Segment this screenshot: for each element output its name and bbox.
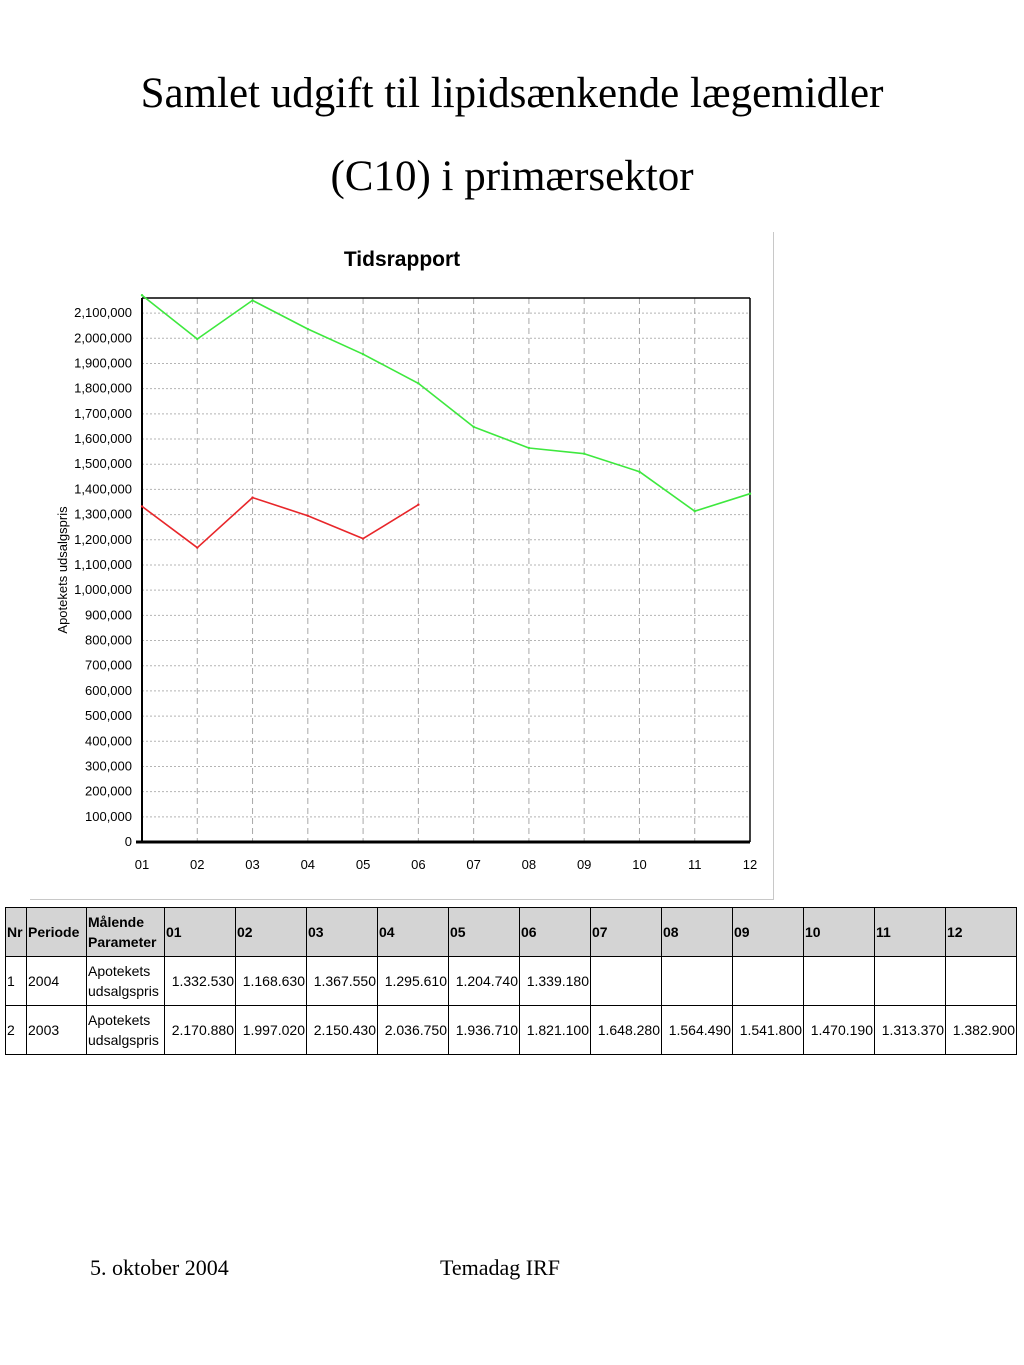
header-month-06: 06 — [520, 908, 591, 957]
cell-value: 2.170.880 — [165, 1006, 236, 1055]
y-tick-label: 1,200,000 — [74, 531, 132, 547]
x-tick-label: 03 — [245, 857, 260, 872]
series-2-point — [528, 447, 530, 449]
y-tick-label: 800,000 — [85, 632, 132, 648]
cell-parameter — [87, 957, 165, 1006]
header-month-07: 07 — [591, 908, 662, 957]
header-month-12: 12 — [946, 908, 1017, 957]
cell-nr: 1 — [6, 957, 27, 1006]
cell-periode: 2004 — [27, 957, 87, 1006]
header-month-04: 04 — [378, 908, 449, 957]
series-2-point — [362, 353, 364, 355]
y-axis-label: Apotekets udsalgspris — [55, 506, 70, 634]
cell-value: 1.470.190 — [804, 1006, 875, 1055]
y-tick-label: 1,400,000 — [74, 481, 132, 497]
series-1-point — [362, 537, 364, 539]
header-parameter — [87, 908, 165, 957]
y-tick-label: 300,000 — [85, 758, 132, 774]
y-tick-label: 2,000,000 — [74, 330, 132, 346]
series-1-point — [196, 546, 198, 548]
cell-value: 1.332.530 — [165, 957, 236, 1006]
y-tick-label: 1,500,000 — [74, 456, 132, 472]
y-tick-label: 500,000 — [85, 708, 132, 724]
header-month-08: 08 — [662, 908, 733, 957]
series-2-point — [251, 299, 253, 301]
cell-value — [733, 957, 804, 1006]
cell-value: 1.997.020 — [236, 1006, 307, 1055]
header-month-01: 01 — [165, 908, 236, 957]
header-parameter-line-2: Parameter — [88, 934, 157, 950]
cell-parameter-line-2: udsalgspris — [88, 983, 159, 999]
cell-value: 1.168.630 — [236, 957, 307, 1006]
cell-periode: 2003 — [27, 1006, 87, 1055]
slide-title-line-2: (C10) i primærsektor — [330, 153, 694, 200]
cell-nr: 2 — [6, 1006, 27, 1055]
cell-value — [875, 957, 946, 1006]
x-tick-label: 12 — [742, 857, 758, 872]
y-tick-label: 1,900,000 — [74, 355, 132, 371]
series-2-point — [307, 328, 309, 330]
cell-value: 1.936.710 — [449, 1006, 520, 1055]
y-tick-label: 100,000 — [85, 808, 132, 824]
cell-value: 1.648.280 — [591, 1006, 662, 1055]
cell-value: 1.564.490 — [662, 1006, 733, 1055]
x-tick-label: 11 — [687, 857, 702, 872]
x-tick-label: 10 — [632, 857, 647, 872]
header-parameter-line-1: Målende — [88, 914, 145, 930]
y-tick-label: 1,100,000 — [74, 556, 132, 572]
y-tick-label: 1,300,000 — [74, 506, 132, 522]
cell-value: 2.150.430 — [307, 1006, 378, 1055]
cell-value: 1.367.550 — [307, 957, 378, 1006]
series-2-point — [638, 471, 640, 473]
header-month-11: 11 — [875, 908, 946, 957]
table-row — [6, 957, 1017, 1006]
y-tick-label: 600,000 — [85, 682, 132, 698]
y-tick-label: 1,000,000 — [74, 582, 132, 598]
series-2-point — [141, 294, 143, 296]
header-month-05: 05 — [449, 908, 520, 957]
cell-value — [591, 957, 662, 1006]
x-tick-label: 09 — [576, 857, 592, 872]
data-table — [5, 907, 1017, 1055]
cell-value — [662, 957, 733, 1006]
series-1-point — [251, 496, 253, 498]
y-tick-label: 2,100,000 — [74, 305, 132, 321]
header-periode: Periode — [27, 908, 87, 957]
cell-value: 1.313.370 — [875, 1006, 946, 1055]
series-2-point — [472, 426, 474, 428]
chart-title: Tidsrapport — [343, 248, 461, 271]
cell-value: 1.382.900 — [946, 1006, 1017, 1055]
cell-parameter-line-1: Apotekets — [88, 963, 151, 979]
cell-parameter-line-1: Apotekets — [88, 1012, 151, 1028]
x-tick-label: 01 — [134, 857, 150, 872]
y-tick-label: 400,000 — [85, 733, 132, 749]
cell-value: 1.541.800 — [733, 1006, 804, 1055]
x-tick-label: 08 — [521, 857, 537, 872]
series-2-point — [417, 382, 419, 384]
cell-value: 2.036.750 — [378, 1006, 449, 1055]
series-1-point — [307, 514, 309, 516]
cell-value: 1.821.100 — [520, 1006, 591, 1055]
series-1-point — [141, 505, 143, 507]
y-tick-label: 1,800,000 — [74, 380, 132, 396]
x-tick-label: 04 — [300, 857, 316, 872]
chart-panel — [30, 232, 774, 900]
cell-value: 1.204.740 — [449, 957, 520, 1006]
cell-value: 1.295.610 — [378, 957, 449, 1006]
series-2-point — [694, 510, 696, 512]
header-nr: Nr — [6, 908, 27, 957]
y-tick-label: 1,700,000 — [74, 405, 132, 421]
y-tick-label: 200,000 — [85, 783, 132, 799]
series-2-point — [196, 338, 198, 340]
footer-event: Temadag IRF — [440, 1255, 561, 1280]
y-tick-label: 900,000 — [85, 607, 132, 623]
plot-area — [142, 298, 750, 842]
header-month-02: 02 — [236, 908, 307, 957]
x-tick-label: 02 — [190, 857, 205, 872]
x-tick-label: 07 — [466, 857, 481, 872]
table-row — [6, 1006, 1017, 1055]
header-month-03: 03 — [307, 908, 378, 957]
series-2-point — [749, 493, 751, 495]
x-tick-label: 05 — [355, 857, 371, 872]
cell-parameter-line-2: udsalgspris — [88, 1032, 159, 1048]
series-1-point — [417, 504, 419, 506]
cell-value — [946, 957, 1017, 1006]
header-month-09: 09 — [733, 908, 804, 957]
cell-parameter — [87, 1006, 165, 1055]
header-month-10: 10 — [804, 908, 875, 957]
table-header-row — [6, 908, 1017, 957]
cell-value — [804, 957, 875, 1006]
y-tick-label: 700,000 — [85, 657, 132, 673]
line-chart — [30, 232, 774, 900]
slide-title — [0, 52, 1024, 218]
x-tick-label: 06 — [411, 857, 426, 872]
y-tick-label: 1,600,000 — [74, 431, 132, 447]
footer-date: 5. oktober 2004 — [90, 1255, 229, 1280]
slide-title-line-1: Samlet udgift til lipidsænkende lægemidler — [140, 70, 884, 117]
y-tick-label: 0 — [124, 834, 132, 849]
series-2-point — [583, 452, 585, 454]
cell-value: 1.339.180 — [520, 957, 591, 1006]
